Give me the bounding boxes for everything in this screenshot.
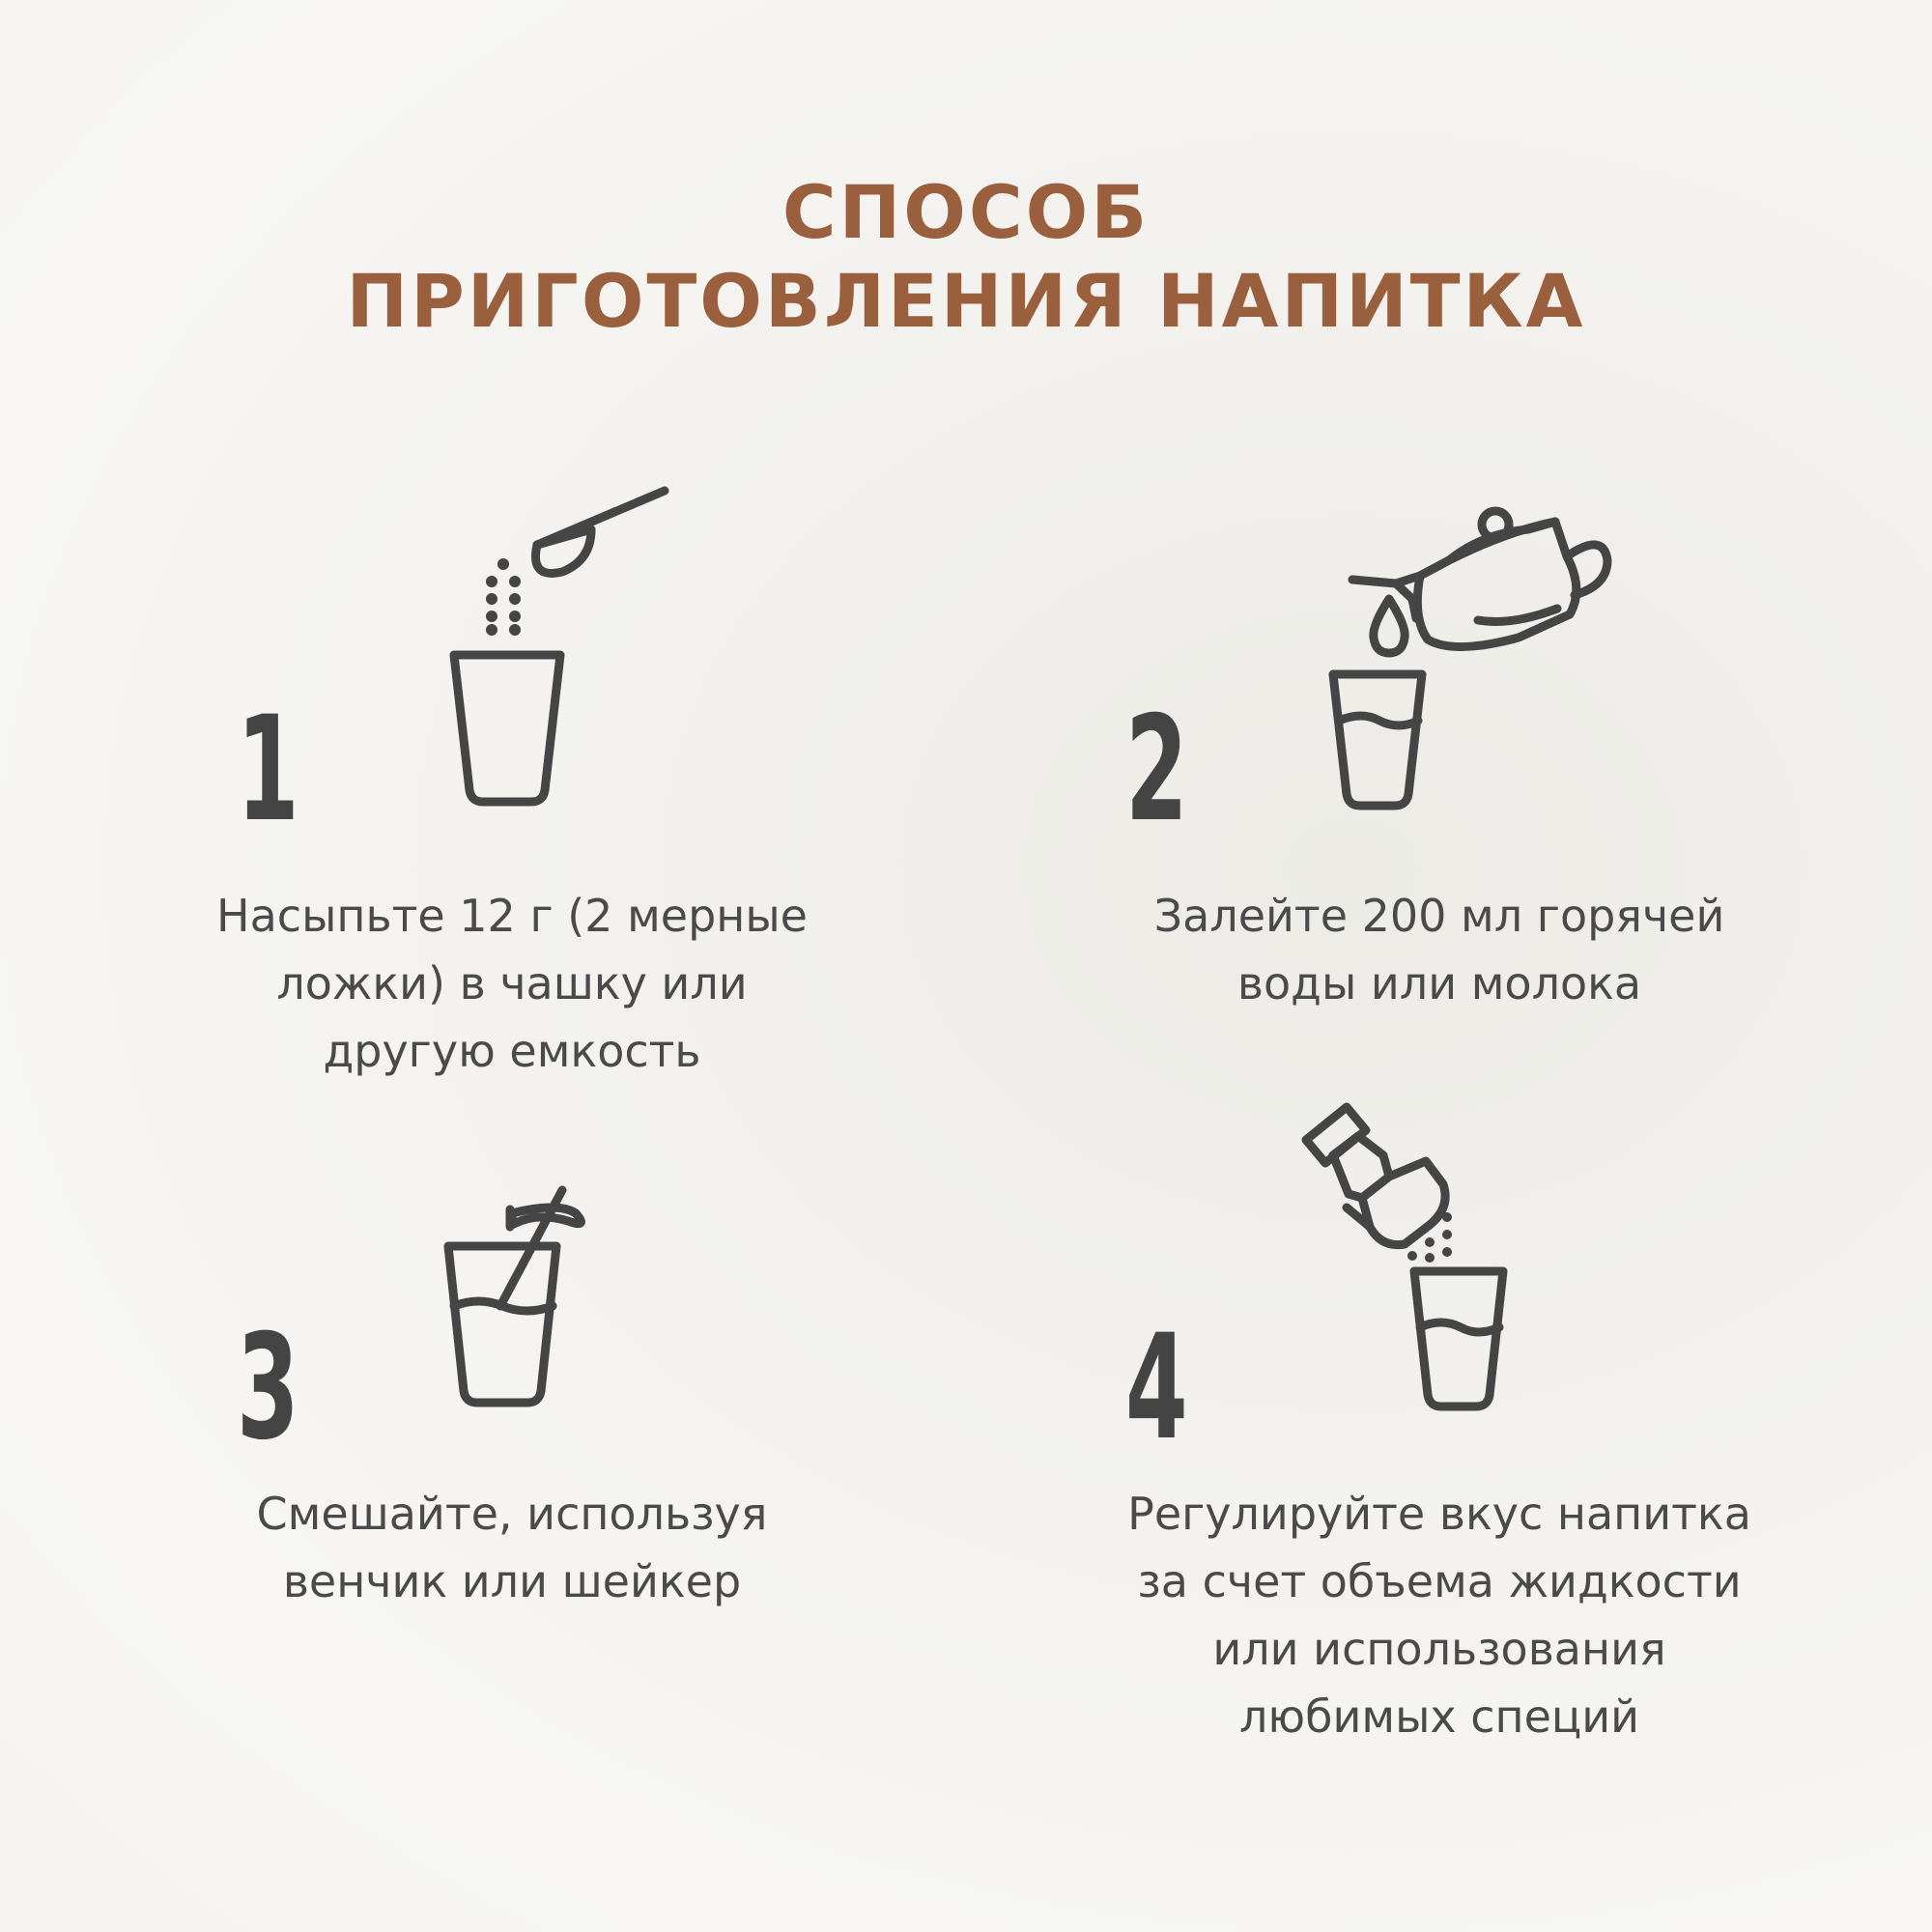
step-3-line-1: Смешайте, используя [256,1488,768,1540]
step-1-line-3: другую емкость [323,1025,701,1077]
step-4-number: 4 [1125,1304,1188,1472]
step-4-line-3: или использования [1212,1623,1666,1675]
step-2-line-1: Залейте 200 мл горячей [1153,890,1725,942]
whisk-stirring-glass-icon [425,1179,599,1410]
step-4-line-2: за счет объема жидкости [1137,1555,1742,1607]
step-3-description [145,1480,879,1615]
step-4-line-4: любимых специй [1238,1690,1640,1743]
step-1-line-1: Насыпьте 12 г (2 мерные [216,890,808,942]
step-4-line-1: Регулируйте вкус напитка [1127,1488,1751,1540]
step-3-line-2: венчик или шейкер [282,1555,742,1607]
title-line-2: ПРИГОТОВЛЕНИЯ НАПИТКА [346,258,1586,344]
step-4-description [1072,1480,1806,1750]
spoon-pouring-powder-into-glass-icon [425,473,696,811]
step-1-description [145,882,879,1085]
spice-shaker-over-glass-icon [1294,1096,1526,1425]
step-2-description [1072,882,1806,1017]
step-2-number: 2 [1125,686,1188,854]
title-line-1: СПОСОБ [781,169,1151,255]
teapot-pouring-into-glass-icon [1314,497,1623,816]
step-1-line-2: ложки) в чашку или [276,957,748,1009]
step-3-number: 3 [237,1304,299,1472]
step-1-number: 1 [237,686,299,854]
step-2-line-2: воды или молока [1236,957,1642,1009]
